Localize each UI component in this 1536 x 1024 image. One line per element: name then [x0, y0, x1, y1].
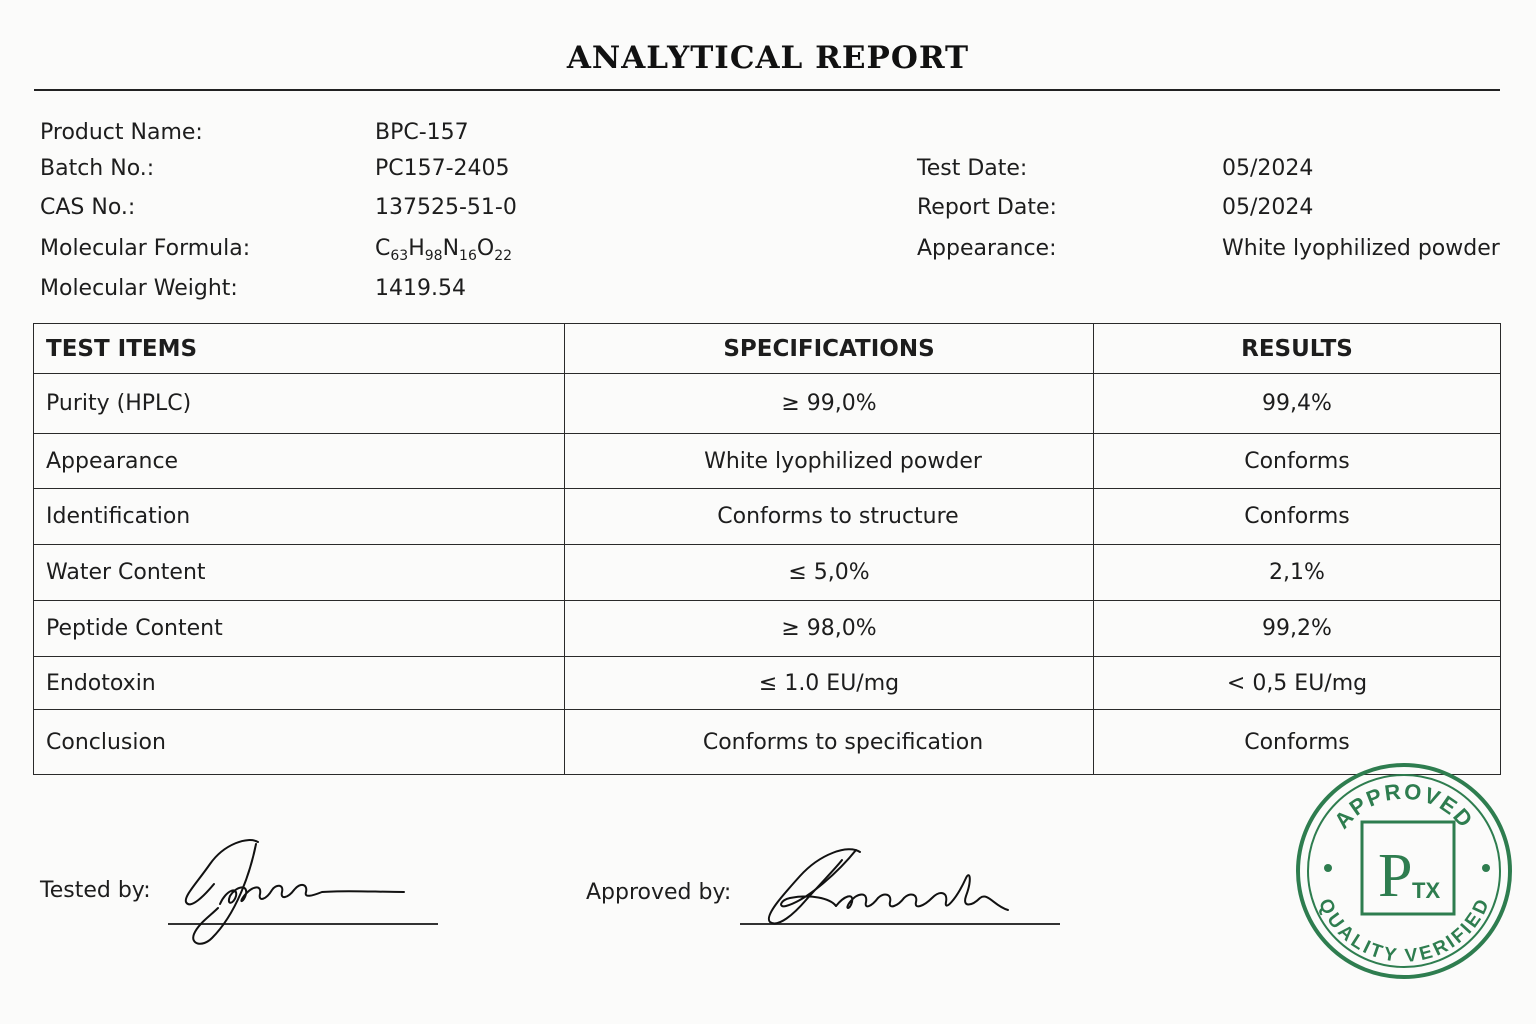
test-date-value: 05/2024 [1222, 156, 1314, 181]
appearance-value: White lyophilized powder [1222, 236, 1500, 261]
stamp-dot-icon [1324, 864, 1332, 872]
row-spec: ≥ 98,0% [565, 601, 1094, 657]
row-result: Conforms [1094, 710, 1501, 775]
row-item: Purity (HPLC) [34, 374, 565, 434]
row-item: Appearance [34, 434, 565, 489]
table-header-row [34, 324, 1501, 374]
stamp-logo-letter: P [1378, 842, 1413, 910]
row-spec: Conforms to specification [565, 710, 1094, 775]
table-row [34, 434, 1501, 489]
row-spec: ≥ 99,0% [565, 374, 1094, 434]
batch-no-label: Batch No.: [40, 156, 155, 181]
row-spec: White lyophilized powder [565, 434, 1094, 489]
approved-stamp [1296, 760, 1512, 982]
table-row [34, 601, 1501, 657]
row-result: 2,1% [1094, 545, 1501, 601]
stamp-bottom-text: QUALITY VERIFIED [1313, 895, 1495, 968]
report-date-label: Report Date: [917, 195, 1057, 220]
molecular-formula-value: $C_{63}H_{98}N_{16}O_{22}$ [375, 236, 513, 264]
approved-by-signature [760, 840, 1020, 930]
product-name-label: Product Name: [40, 120, 203, 145]
row-spec: ≤ 5,0% [565, 545, 1094, 601]
table-row [34, 657, 1501, 710]
results-table [33, 323, 1501, 775]
table-row [34, 489, 1501, 545]
row-item: Peptide Content [34, 601, 565, 657]
row-item: Endotoxin [34, 657, 565, 710]
test-date-label: Test Date: [917, 156, 1028, 181]
title-divider [34, 89, 1500, 91]
header-specifications: SPECIFICATIONS [565, 324, 1094, 374]
tested-by-label: Tested by: [40, 878, 151, 903]
header-results: RESULTS [1094, 324, 1501, 374]
table-row [34, 374, 1501, 434]
header-test-items: TEST ITEMS [34, 324, 565, 374]
molecular-weight-value: 1419.54 [375, 276, 466, 301]
row-result: Conforms [1094, 489, 1501, 545]
product-name-value: BPC-157 [375, 120, 469, 145]
report-title: ANALYTICAL REPORT [566, 40, 970, 76]
molecular-weight-label: Molecular Weight: [40, 276, 238, 301]
row-result: Conforms [1094, 434, 1501, 489]
stamp-logo-sub: TX [1412, 878, 1441, 903]
approved-by-label: Approved by: [586, 880, 732, 905]
tested-by-signature [176, 834, 416, 949]
row-item: Water Content [34, 545, 565, 601]
row-result: 99,2% [1094, 601, 1501, 657]
batch-no-value: PC157-2405 [375, 156, 510, 181]
row-spec: ≤ 1.0 EU/mg [565, 657, 1094, 710]
table-row [34, 545, 1501, 601]
row-result: 99,4% [1094, 374, 1501, 434]
molecular-formula-label: Molecular Formula: [40, 236, 251, 261]
row-spec: Conforms to structure [565, 489, 1094, 545]
row-result: < 0,5 EU/mg [1094, 657, 1501, 710]
row-item: Identification [34, 489, 565, 545]
row-item: Conclusion [34, 710, 565, 775]
cas-no-label: CAS No.: [40, 195, 136, 220]
cas-no-value: 137525-51-0 [375, 195, 517, 220]
appearance-label: Appearance: [917, 236, 1057, 261]
report-date-value: 05/2024 [1222, 195, 1314, 220]
stamp-dot-icon [1482, 864, 1490, 872]
stamp-top-text: APPROVED [1329, 778, 1479, 834]
table-row [34, 710, 1501, 775]
